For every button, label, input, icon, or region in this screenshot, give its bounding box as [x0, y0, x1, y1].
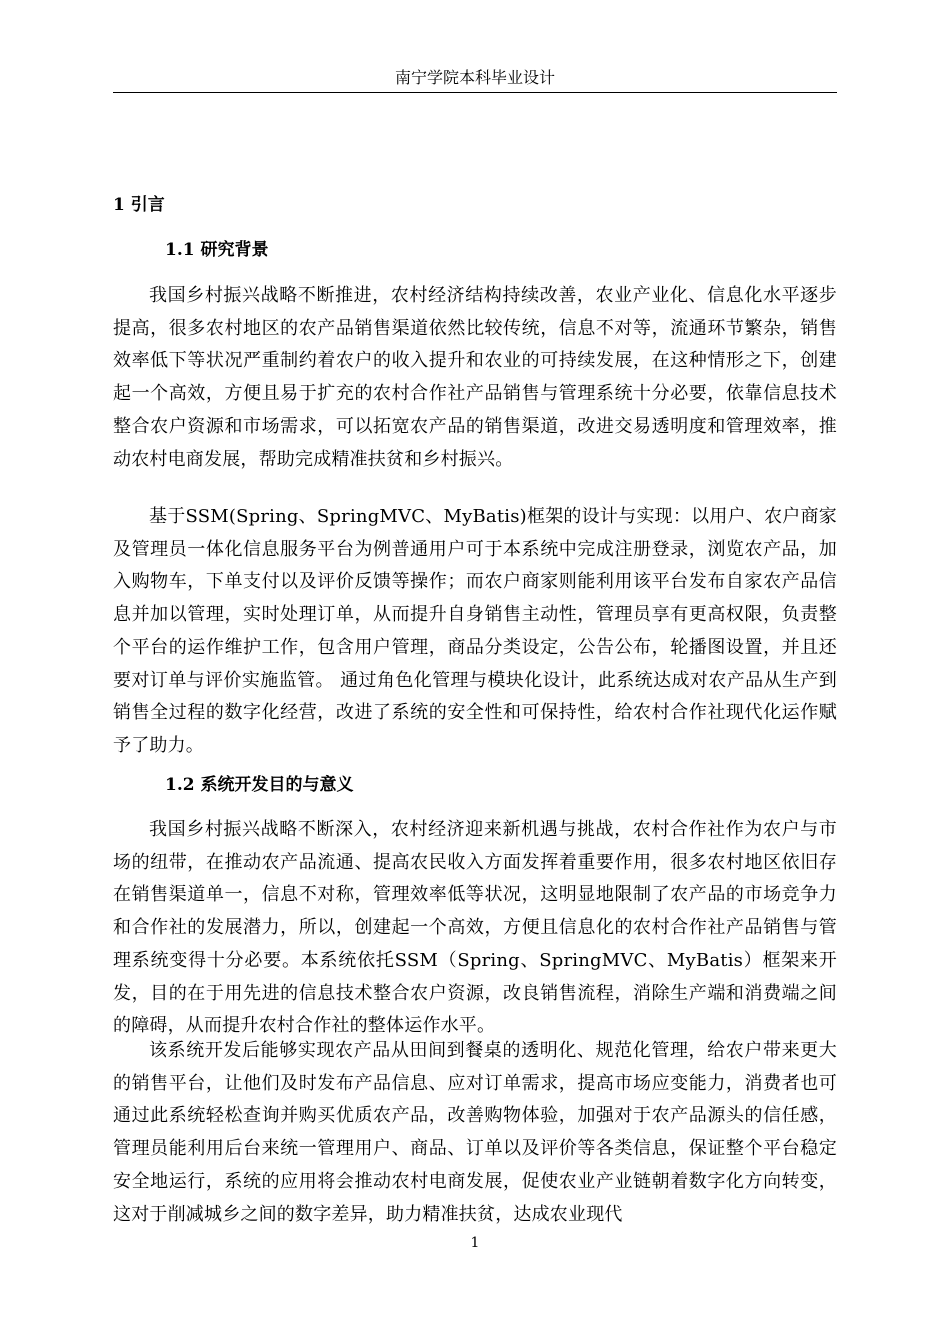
paragraph-purpose-1: 我国乡村振兴战略不断深入，农村经济迎来新机遇与挑战，农村合作社作为农户与市场的纽带，在推动农产品流通、提高农民收入方面发挥着重要作用，很多农村地区依旧存在销售渠道单一，信息不对称，管理效率低等状况，这明显地限制了农产品的市场竞争力和合作社的发展潜力，所以，创建起一个高效，方便且信息化的农村合作社产品销售与管理系统变得十分必要。本系统依托SSM（Spring、SpringMVC、MyBatis）框架来开发，目的在于用先进的信息技术整合农户资源，改良销售流程，消除生产端和消费端之间的障碍，从而提升农村合作社的整体运作水平。 — [113, 819, 837, 1037]
paragraph-research-background-1: 我国乡村振兴战略不断推进，农村经济结构持续改善，农业产业化、信息化水平逐步提高，很多农村地区的农产品销售渠道依然比较传统，信息不对等，流通环节繁杂，销售效率低下等状况严重制约着农户的收入提升和农业的可持续发展，在这种情形之下，创建起一个高效，方便且易于扩充的农村合作社产品销售与管理系统十分必要，依靠信息技术整合农户资源和市场需求，可以拓宽农产品的销售渠道，改进交易透明度和管理效率，推动农村电商发展，帮助完成精准扶贫和乡村振兴。 — [113, 285, 837, 470]
page-header: 南宁学院本科毕业设计 — [394, 68, 555, 87]
section-heading-purpose-significance: 1.2 系统开发目的与意义 — [165, 775, 354, 795]
section-heading-introduction: 1 引言 — [113, 195, 165, 215]
page-number: 1 — [470, 1235, 480, 1251]
paragraph-purpose-2: 该系统开发后能够实现农产品从田间到餐桌的透明化、规范化管理，给农户带来更大的销售平台，让他们及时发布产品信息、应对订单需求，提高市场应变能力，消费者也可通过此系统轻松查询并购买优质农产品，改善购物体验，加强对于农产品源头的信任感，管理员能利用后台来统一管理用户、商品、订单以及评价等各类信息，保证整个平台稳定安全地运行，系统的应用将会推动农村电商发展，促使农业产业链朝着数字化方向转变，这对于削减城乡之间的数字差异，助力精准扶贫，达成农业现代 — [113, 1040, 837, 1225]
paragraph-research-background-2: 基于SSM(Spring、SpringMVC、MyBatis)框架的设计与实现：以用户、农户商家及管理员一体化信息服务平台为例普通用户可于本系统中完成注册登录，浏览农产品，加入购物车，下单支付以及评价反馈等操作；而农户商家则能利用该平台发布自家农产品信息并加以管理，实时处理订单，从而提升自身销售主动性，管理员享有更高权限，负责整个平台的运作维护工作，包含用户管理，商品分类设定，公告公布，轮播图设置，并且还要对订单与评价实施监管。 通过角色化管理与模块化设计，此系统达成对农产品从生产到销售全过程的数字化经营，改进了系统的安全性和可保持性，给农村合作社现代化运作赋予了助力。 — [113, 506, 837, 756]
section-heading-research-background: 1.1 研究背景 — [165, 240, 269, 260]
header-rule — [113, 92, 837, 93]
